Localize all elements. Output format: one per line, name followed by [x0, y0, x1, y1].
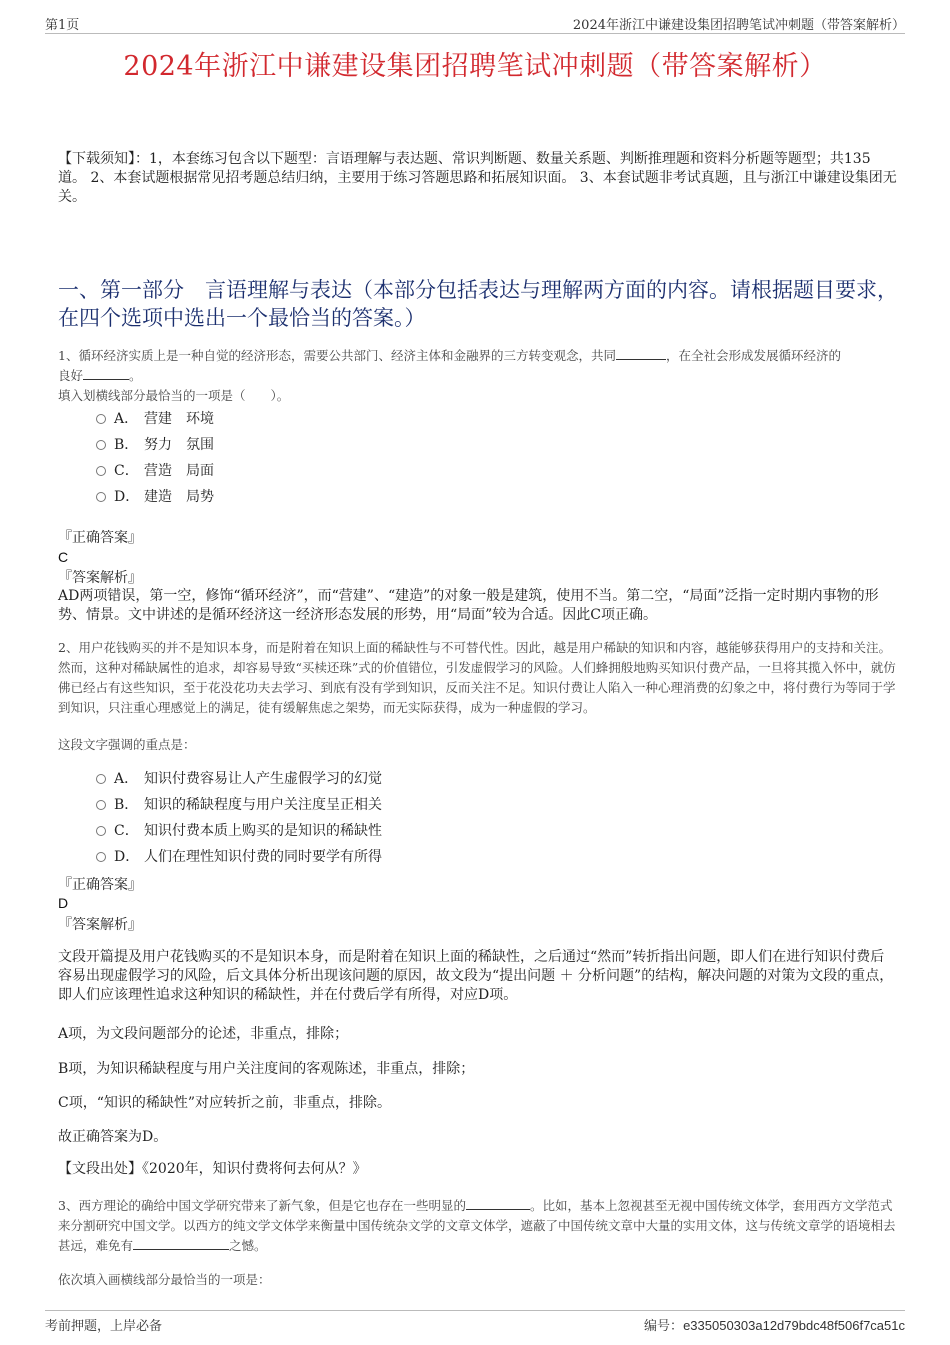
question-2-stem: 2、用户花钱购买的并不是知识本身，而是附着在知识上面的稀缺性与不可替代性。因此，越是用户稀缺的知识和内容，越能够获得用户的支持和关注。然而，这种对稀缺属性的追求，却容易导致“买椟还珠”式的价值错位，引发虚假学习的风险。人们蜂拥般地购买知识付费产品，一旦将其揽入怀中，就仿佛已经占有这些知识，至于花没花功夫去学习、到底有没有学到知识，反而关注不足。知识付费让人陷入一种心理消费的幻象之中，将付费行为等同于学到知识，只注重心理感觉上的满足，徒有缓解焦虑之架势，而无实际获得，成为一种虚假的学习。	[58, 640, 896, 715]
radio-icon[interactable]	[96, 414, 106, 424]
question-2-analysis-label: 『答案解析』	[58, 917, 142, 933]
question-2-analysis-b: B项，为知识稀缺程度与用户关注度间的客观陈述，非重点，排除；	[58, 1061, 475, 1077]
question-2-option-b[interactable]: B． 知识的稀缺程度与用户关注度呈正相关	[96, 795, 382, 815]
question-2-source: 【文段出处】《2020年，知识付费将何去何从？》	[58, 1161, 367, 1177]
question-2-answer: D	[58, 895, 69, 911]
question-2-analysis-a: A项，为文段问题部分的论述，非重点，排除；	[58, 1026, 349, 1042]
question-2-option-d[interactable]: D． 人们在理性知识付费的同时要学有所得	[96, 847, 382, 867]
question-1-stem: 1、循环经济实质上是一种自觉的经济形态，需要公共部门、经济主体和金融界的三方转变观念，共同 ，在全社会形成发展循环经济的 良好 。 填入划横线部分最恰当的一项是（ ）。	[58, 348, 841, 403]
footer-rule	[45, 1310, 905, 1311]
question-1-analysis-label: 『答案解析』	[58, 570, 142, 586]
footer-slogan: 考前押题，上岸必备	[45, 1319, 163, 1334]
page-title: 2024年浙江中谦建设集团招聘笔试冲刺题（带答案解析）	[123, 51, 827, 82]
document-code: 编号：e335050303a12d79bdc48f506f7ca51c	[644, 1318, 905, 1334]
page-number: 第1页	[45, 18, 80, 33]
question-2-option-c[interactable]: C． 知识付费本质上购买的是知识的稀缺性	[96, 821, 382, 841]
question-2-analysis: 文段开篇提及用户花钱购买的不是知识本身，而是附着在知识上面的稀缺性，之后通过“然而”转折指出问题，即人们在进行知识付费后容易出现虚假学习的风险，后文具体分析出现该问题的原因，故文段为“提出问题 ＋ 分析问题”的结构，解决问题的对策为文段的重点，即人们应该理性追求这种知识的稀缺性，并在付费后学有所得，对应D项。	[58, 949, 894, 1003]
question-2-analysis-c: C项，“知识的稀缺性”对应转折之前，非重点，排除。	[58, 1095, 392, 1111]
question-1-option-a[interactable]: A． 营建 环境	[96, 409, 214, 429]
question-3-prompt: 依次填入画横线部分最恰当的一项是：	[58, 1272, 271, 1287]
question-1-answer-label: 『正确答案』	[58, 530, 142, 546]
question-1-answer: C	[58, 549, 69, 565]
question-3-stem: 3、西方理论的确给中国文学研究带来了新气象，但是它也存在一些明显的 。比如，基本上忽视甚至无视中国传统文体学，套用西方文学范式来分割研究中国文学。以西方的纯文学文体学来衡量中国传统杂文学的文章文体学，遮蔽了中国传统文章中大量的实用文体，这与传统文章学的语境相去甚远，难免有 之憾。	[58, 1198, 896, 1253]
question-1-option-d[interactable]: D． 建造 局势	[96, 487, 214, 507]
question-2-prompt: 这段文字强调的重点是：	[58, 737, 196, 752]
radio-icon[interactable]	[96, 492, 106, 502]
question-1-option-b[interactable]: B． 努力 氛围	[96, 435, 214, 455]
question-2-conclusion: 故正确答案为D。	[58, 1129, 168, 1145]
question-2-answer-label: 『正确答案』	[58, 877, 142, 893]
section-heading: 一、第一部分 言语理解与表达（本部分包括表达与理解两方面的内容。请根据题目要求，在四个选项中选出一个最恰当的答案。）	[58, 278, 898, 330]
header-rule	[45, 33, 905, 34]
radio-icon[interactable]	[96, 852, 106, 862]
question-1-analysis: AD两项错误，第一空，修饰“循环经济”，而“营建”、“建造”的对象一般是建筑，使用不当。第二空，“局面”泛指一定时期内事物的形势、情景。文中讲述的是循环经济这一经济形态发展的形势，用“局面”较为合适。因此C项正确。	[58, 588, 879, 623]
header-doc-title: 2024年浙江中谦建设集团招聘笔试冲刺题（带答案解析）	[572, 18, 905, 33]
radio-icon[interactable]	[96, 774, 106, 784]
download-notice: 【下载须知】：1，本套练习包含以下题型：言语理解与表达题、常识判断题、数量关系题、判断推理题和资料分析题等题型；共135道。 2、本套试题根据常见招考题总结归纳，主要用于练习答题思路和拓展知识面。 3、本套试题非考试真题，且与浙江中谦建设集团无关。	[58, 151, 897, 205]
radio-icon[interactable]	[96, 440, 106, 450]
question-2-option-a[interactable]: A． 知识付费容易让人产生虚假学习的幻觉	[96, 769, 382, 789]
radio-icon[interactable]	[96, 800, 106, 810]
radio-icon[interactable]	[96, 466, 106, 476]
question-1-option-c[interactable]: C． 营造 局面	[96, 461, 214, 481]
radio-icon[interactable]	[96, 826, 106, 836]
